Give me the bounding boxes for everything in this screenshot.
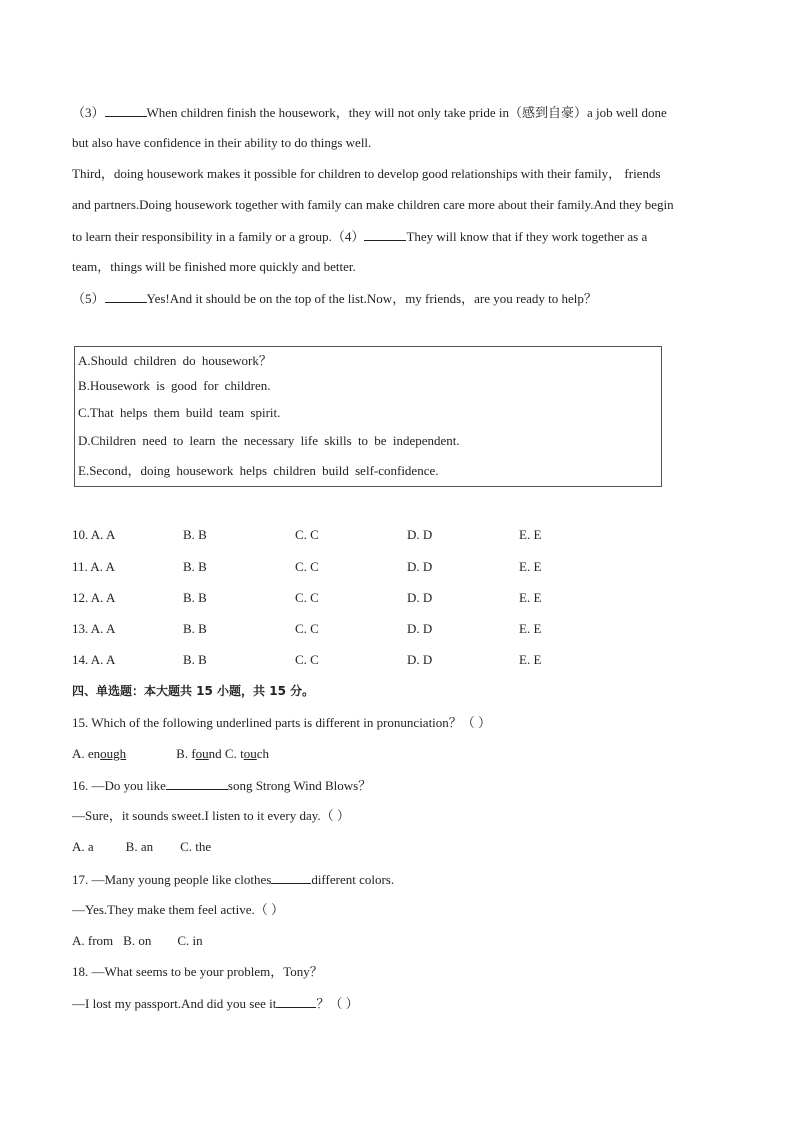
q16-option-c[interactable]: C. the bbox=[180, 839, 212, 854]
q17-option-c[interactable]: C. in bbox=[177, 933, 203, 948]
blank-number-5: （5） bbox=[72, 291, 105, 306]
option-b: B.Housework is good for children. bbox=[78, 378, 271, 393]
answer-choice-b[interactable]: B. B bbox=[183, 621, 207, 636]
passage-line-3: Third，doing housework makes it possible for children to develop good relationships with their family， friends bbox=[72, 166, 661, 181]
answer-choice-a[interactable]: 12. A. A bbox=[72, 590, 116, 605]
answer-choice-d[interactable]: D. D bbox=[407, 652, 433, 667]
answer-choice-c[interactable]: C. C bbox=[295, 621, 319, 636]
q15-option-a[interactable]: A. enough bbox=[72, 746, 127, 761]
answer-choice-d[interactable]: D. D bbox=[407, 621, 433, 636]
answer-choice-d[interactable]: D. D bbox=[407, 559, 433, 574]
answer-blank-16[interactable] bbox=[166, 777, 228, 790]
question-16-stem: 16. —Do you like song Strong Wind Blows？ bbox=[72, 778, 372, 793]
answer-choice-b[interactable]: B. B bbox=[183, 559, 207, 574]
question-18-reply: —I lost my passport.And did you see it ？（ ） bbox=[72, 996, 359, 1011]
answer-choice-e[interactable]: E. E bbox=[519, 559, 542, 574]
answer-blank-4[interactable] bbox=[364, 228, 406, 241]
answer-choice-e[interactable]: E. E bbox=[519, 652, 542, 667]
q16-option-a[interactable]: A. a bbox=[72, 839, 94, 854]
option-e: E.Second，doing housework helps children build self-confidence. bbox=[78, 463, 439, 478]
question-15-options bbox=[72, 746, 269, 762]
answer-choice-c[interactable]: C. C bbox=[295, 652, 319, 667]
answer-choice-b[interactable]: B. B bbox=[183, 590, 207, 605]
question-17-stem: 17. —Many young people like clothes different colors. bbox=[72, 872, 395, 887]
q17-option-a[interactable]: A. from bbox=[72, 933, 114, 948]
section-heading: 四、单选题：本大题共 15 小题，共 15 分。 bbox=[72, 684, 315, 698]
question-16-options bbox=[72, 839, 211, 855]
q17-option-b[interactable]: B. on bbox=[123, 933, 152, 948]
answer-choice-c[interactable]: C. C bbox=[295, 559, 319, 574]
answer-choice-e[interactable]: E. E bbox=[519, 621, 542, 636]
answer-choice-e[interactable]: E. E bbox=[519, 527, 542, 542]
answer-blank-17[interactable] bbox=[271, 871, 311, 884]
passage-line-2: but also have confidence in their ability to do things well. bbox=[72, 135, 372, 150]
option-c: C.That helps them build team spirit. bbox=[78, 405, 281, 420]
answer-blank-3[interactable] bbox=[105, 104, 147, 117]
passage-line-7: （5） Yes!And it should be on the top of the list.Now，my friends，are you ready to help？ bbox=[72, 291, 597, 306]
answer-choice-a[interactable]: 14. A. A bbox=[72, 652, 116, 667]
answer-blank-5[interactable] bbox=[105, 290, 147, 303]
question-16-reply: —Sure，it sounds sweet.I listen to it every day.（ ） bbox=[72, 808, 350, 823]
answer-blank-18[interactable] bbox=[276, 995, 316, 1008]
question-17-options bbox=[72, 933, 203, 949]
passage-line-6: team，things will be finished more quickly and better. bbox=[72, 259, 356, 274]
q15-option-c[interactable]: C. touch bbox=[224, 746, 269, 761]
question-17-reply: —Yes.They make them feel active.（ ） bbox=[72, 902, 285, 917]
answer-choice-a[interactable]: 11. A. A bbox=[72, 559, 115, 574]
q15-option-b[interactable]: B. found bbox=[176, 746, 222, 761]
passage-line-4: and partners.Doing housework together with family can make children care more about their family.And they begin bbox=[72, 197, 674, 212]
question-18-stem: 18. —What seems to be your problem，Tony？ bbox=[72, 964, 323, 979]
answer-choice-c[interactable]: C. C bbox=[295, 527, 319, 542]
options-box bbox=[74, 346, 662, 487]
answer-choice-d[interactable]: D. D bbox=[407, 590, 433, 605]
question-15-stem: 15. Which of the following underlined parts is different in pronunciation？（ ） bbox=[72, 715, 492, 730]
q16-option-b[interactable]: B. an bbox=[125, 839, 154, 854]
passage-line-5: to learn their responsibility in a family or a group.（4） They will know that if they work together as a bbox=[72, 229, 648, 244]
blank-number-3: （3） bbox=[72, 105, 105, 120]
option-a: A.Should children do housework？ bbox=[78, 353, 272, 368]
answer-choice-a[interactable]: 13. A. A bbox=[72, 621, 116, 636]
passage-line-1: （3） When children finish the housework，they will not only take pride in（感到自豪）a job well done bbox=[72, 105, 667, 120]
answer-choice-a[interactable]: 10. A. A bbox=[72, 527, 116, 542]
answer-choice-b[interactable]: B. B bbox=[183, 527, 207, 542]
answer-choice-e[interactable]: E. E bbox=[519, 590, 542, 605]
answer-choice-c[interactable]: C. C bbox=[295, 590, 319, 605]
answer-choice-b[interactable]: B. B bbox=[183, 652, 207, 667]
answer-choice-d[interactable]: D. D bbox=[407, 527, 433, 542]
option-d: D.Children need to learn the necessary life skills to be independent. bbox=[78, 433, 460, 448]
